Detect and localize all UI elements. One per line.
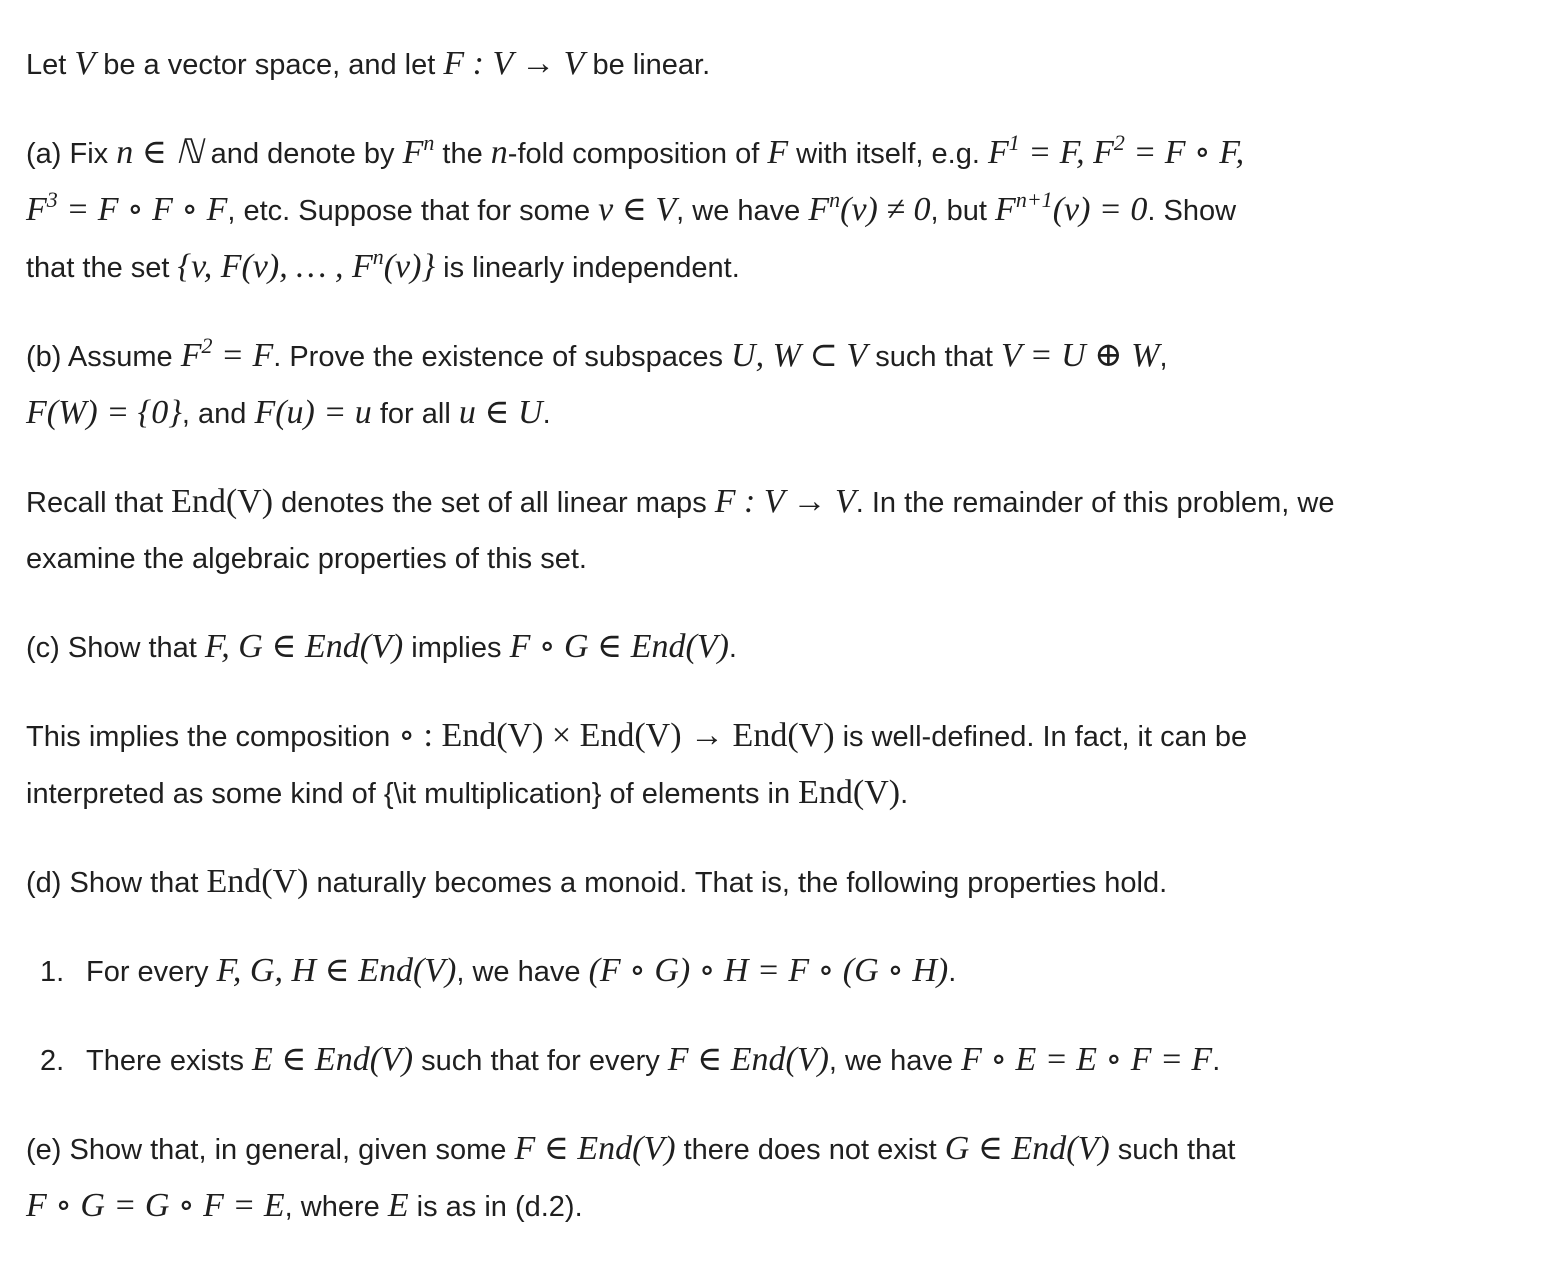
text-line (26, 708, 1546, 765)
math-superscript: 2 (201, 332, 213, 358)
problem-document (26, 36, 1546, 1267)
math-expression: G ∈ End(V) (944, 1130, 1110, 1167)
math-expression: F, G, H ∈ End(V) (216, 952, 457, 989)
math-expression: End(V) (798, 774, 901, 811)
math-base: F (26, 191, 47, 228)
intro-text: Let (26, 49, 75, 81)
math-expression: U, W ⊂ V (731, 337, 868, 374)
composition-text: . (900, 778, 909, 810)
math-base: F (180, 337, 202, 374)
math-expression: F ∘ G = G ∘ F = E (26, 1187, 285, 1224)
list-item-text: , we have (456, 956, 589, 988)
part-a-text: -fold composition of (507, 138, 768, 170)
part-b-text: . Prove the existence of subspaces (273, 341, 732, 373)
recall-text: examine the algebraic properties of this set. (26, 543, 587, 575)
list-item (26, 943, 1546, 1000)
list-item-text: . (1212, 1045, 1221, 1077)
math-superscript: 2 (1113, 129, 1125, 155)
text-line (26, 765, 1546, 822)
math-expression (808, 186, 931, 228)
math-expression: F (767, 134, 789, 171)
math-expression: E (387, 1187, 409, 1224)
list-item-number: 1. (40, 956, 65, 988)
part-b-text: (b) Assume (26, 341, 181, 373)
math-superscript: 3 (46, 186, 58, 212)
part-d-text: naturally becomes a monoid. That is, the following properties hold. (308, 867, 1168, 899)
math-expression: F(W) = {0} (26, 394, 182, 431)
recall-text: Recall that (26, 487, 172, 519)
part-a-text: and denote by (202, 138, 403, 170)
part-a-text: , but (930, 195, 996, 227)
part-c-paragraph (26, 619, 1546, 676)
math-expression (402, 129, 435, 171)
text-line (26, 239, 1546, 296)
part-a-text: that the set (26, 252, 178, 284)
list-item-text: There exists (86, 1045, 252, 1077)
math-superscript: n (372, 243, 384, 269)
part-e-text: such that (1109, 1134, 1236, 1166)
part-a-text: is linearly independent. (435, 252, 740, 284)
part-b-text: , and (181, 398, 255, 430)
composition-text: is well-defined. In fact, it can be (834, 721, 1248, 753)
part-c-text: (c) Show that (26, 632, 205, 664)
math-expression (180, 332, 274, 374)
math-expression: F(u) = u (254, 394, 372, 431)
math-base: = F ∘ F ∘ F (57, 191, 228, 228)
math-expression: F : V → V (714, 483, 856, 520)
math-superscript: n (829, 186, 841, 212)
math-superscript: n (423, 129, 435, 155)
text-line (26, 328, 1546, 385)
math-base: = F, F (1019, 134, 1114, 171)
intro-text: be linear. (584, 49, 711, 81)
recall-text: . In the remainder of this problem, we (855, 487, 1335, 519)
math-expression (987, 129, 1245, 171)
part-c-text: implies (403, 632, 510, 664)
list-item-number: 2. (40, 1045, 65, 1077)
math-base: (v)} (383, 248, 436, 285)
math-expression: V (74, 45, 96, 82)
math-expression (26, 186, 228, 228)
math-expression: u ∈ U (458, 394, 543, 431)
math-base: = F ∘ F, (1124, 134, 1245, 171)
list-item-text: such that for every (413, 1045, 668, 1077)
list-item-text: , we have (828, 1045, 962, 1077)
part-b-text: for all (371, 398, 459, 430)
math-expression: v ∈ V (598, 191, 677, 228)
part-b-text: , (1159, 341, 1168, 373)
part-b-paragraph (26, 328, 1546, 442)
part-e-text: , where (284, 1191, 388, 1223)
part-c-text: . (728, 632, 737, 664)
part-a-text: , we have (676, 195, 809, 227)
list-item (26, 1032, 1546, 1089)
part-e-text: is as in (d.2). (408, 1191, 583, 1223)
list-item-text: . (948, 956, 957, 988)
math-expression: F ∈ End(V) (514, 1130, 676, 1167)
math-expression: F ∘ G ∈ End(V) (509, 628, 729, 665)
math-expression: n (490, 134, 508, 171)
part-e-text: (e) Show that, in general, given some (26, 1134, 515, 1166)
composition-text: interpreted as some kind of {\it multiplication} of elements in (26, 778, 799, 810)
math-expression: F : V → V (443, 45, 585, 82)
math-base: F (987, 134, 1009, 171)
math-expression: V = U ⊕ W (1000, 337, 1160, 374)
part-d-paragraph (26, 854, 1546, 911)
intro-text: be a vector space, and let (95, 49, 444, 81)
math-expression: End(V) (171, 483, 274, 520)
part-e-text: there does not exist (675, 1134, 945, 1166)
part-a-paragraph (26, 125, 1546, 296)
part-b-text: such that (867, 341, 1001, 373)
text-line (26, 1121, 1546, 1178)
math-expression: (F ∘ G) ∘ H = F ∘ (G ∘ H) (588, 952, 949, 989)
part-a-text: , etc. Suppose that for some (227, 195, 599, 227)
math-expression: F, G ∈ End(V) (204, 628, 404, 665)
math-superscript: n+1 (1015, 186, 1053, 212)
part-d-text: (d) Show that (26, 867, 207, 899)
text-line (26, 474, 1546, 531)
text-line (26, 182, 1546, 239)
math-superscript: 1 (1008, 129, 1020, 155)
math-expression: End(V) (206, 863, 309, 900)
part-a-text: (a) Fix (26, 138, 117, 170)
text-line (26, 531, 1546, 587)
composition-paragraph (26, 708, 1546, 822)
part-b-text: . (542, 398, 551, 430)
math-base: F (808, 191, 830, 228)
monoid-properties-list (26, 943, 1546, 1089)
text-line (26, 1178, 1546, 1235)
recall-paragraph (26, 474, 1546, 587)
math-base: (v) = 0 (1052, 191, 1148, 228)
math-expression (995, 186, 1148, 228)
intro-paragraph (26, 36, 1546, 93)
math-base: F (402, 134, 424, 171)
math-base: (v) ≠ 0 (840, 191, 931, 228)
math-expression: ∘ : End(V) × End(V) → End(V) (398, 717, 835, 754)
part-a-text: the (434, 138, 491, 170)
part-a-text: with itself, e.g. (788, 138, 988, 170)
composition-text: This implies the composition (26, 721, 399, 753)
math-expression: F ∘ E = E ∘ F = F (961, 1041, 1213, 1078)
text-line (26, 125, 1546, 182)
recall-text: denotes the set of all linear maps (273, 487, 715, 519)
math-base: {v, F(v), … , F (177, 248, 373, 285)
math-expression: E ∈ End(V) (252, 1041, 414, 1078)
math-expression: n ∈ ℕ (116, 134, 203, 171)
list-item-text: For every (86, 956, 217, 988)
math-expression (177, 243, 436, 285)
math-base: = F (212, 337, 274, 374)
math-base: F (995, 191, 1016, 228)
part-e-paragraph (26, 1121, 1546, 1235)
math-expression: F ∈ End(V) (667, 1041, 829, 1078)
text-line (26, 385, 1546, 442)
part-a-text: . Show (1147, 195, 1237, 227)
